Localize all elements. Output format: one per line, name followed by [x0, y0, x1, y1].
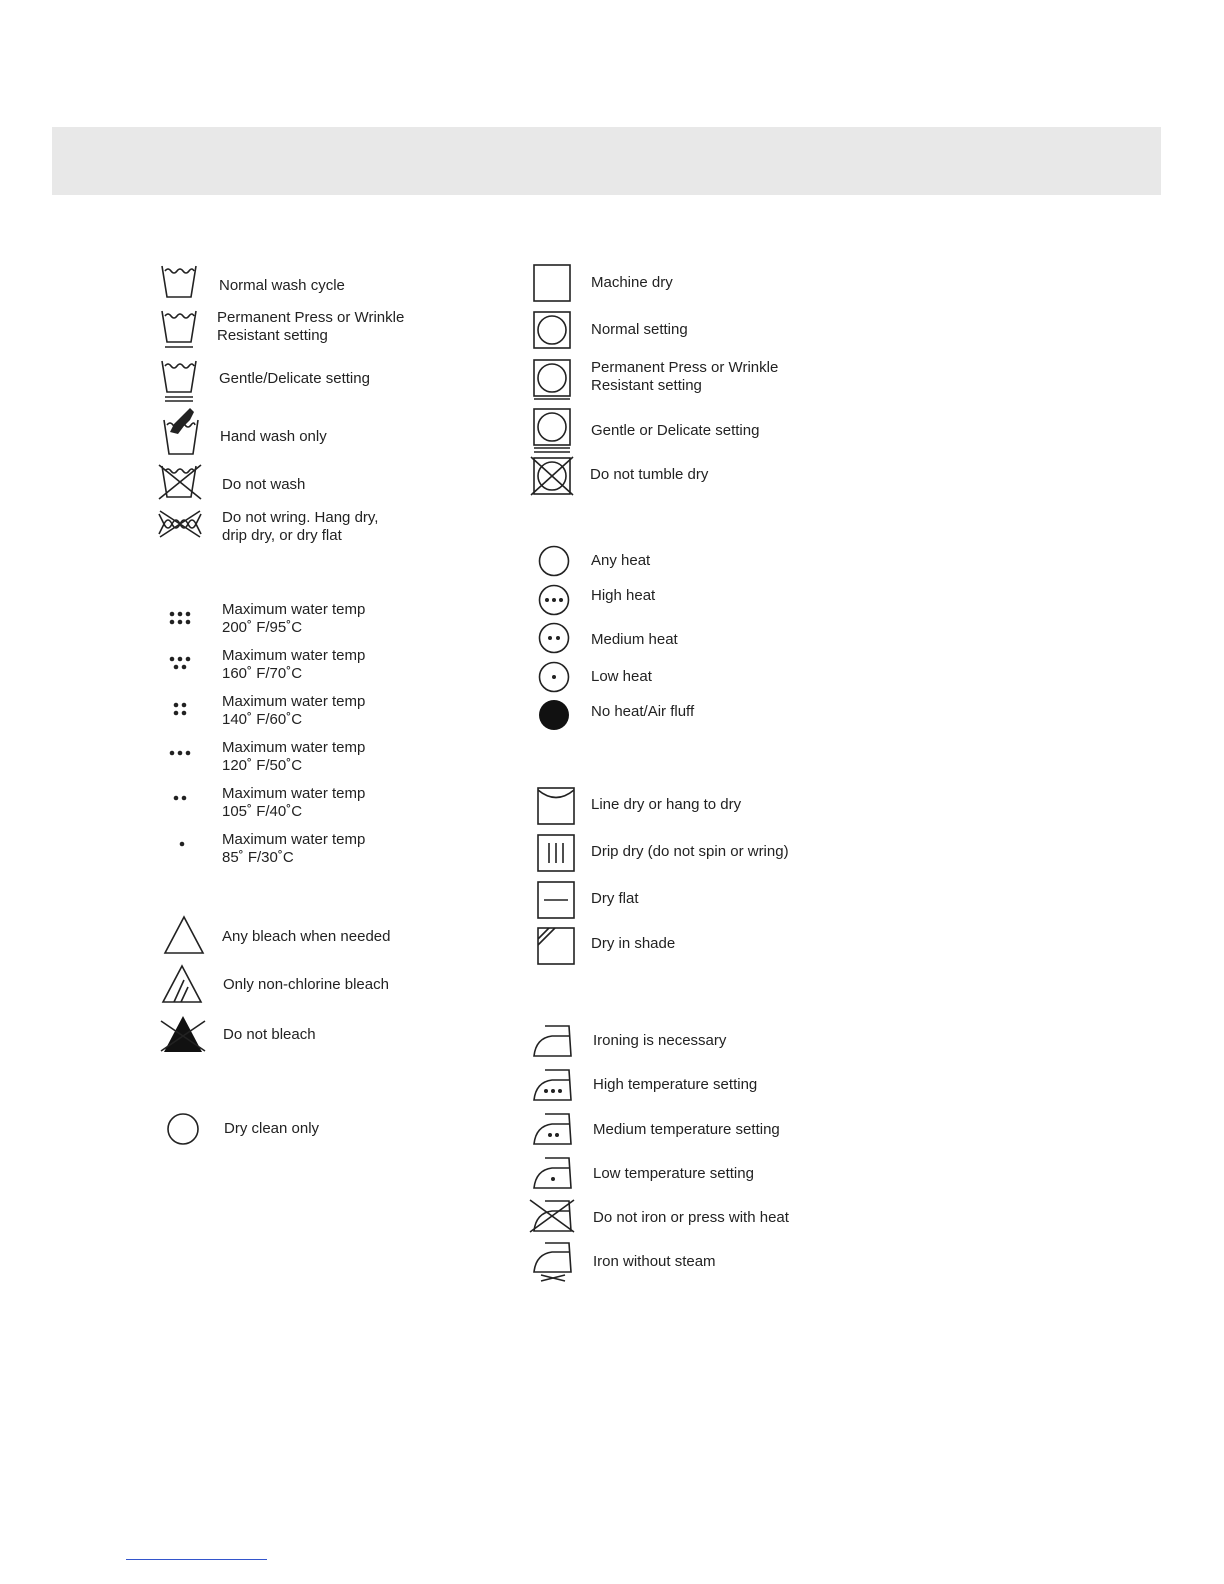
circle-one-dot-icon	[538, 661, 570, 693]
filled-circle-icon	[538, 699, 570, 731]
water-temp-label: 120˚ F/50˚C	[222, 757, 303, 774]
do-not-wring-icon	[156, 508, 204, 540]
iron-icon	[531, 1023, 573, 1059]
water-temp-label: Maximum water temp	[222, 601, 366, 618]
tumble-label: Machine dry	[591, 274, 673, 291]
wash-label: Gentle/Delicate setting	[219, 370, 370, 387]
do-not-wash-icon	[158, 463, 202, 501]
tumble-label: Do not tumble dry	[590, 466, 709, 483]
line-dry-icon	[537, 787, 575, 825]
tumble-label: Normal setting	[591, 321, 688, 338]
circle-icon	[166, 1112, 200, 1146]
circle-three-dots-icon	[538, 584, 570, 616]
water-temp-label: Maximum water temp	[222, 693, 366, 710]
washtub-two-bars-icon	[160, 358, 200, 404]
dry-shade-icon	[537, 927, 575, 965]
crossed-triangle-icon	[159, 1013, 207, 1055]
natural-dry-label: Line dry or hang to dry	[591, 796, 742, 813]
bleach-label: Do not bleach	[223, 1026, 316, 1043]
wash-label: Do not wring. Hang dry,	[222, 509, 379, 526]
water-temp-label: Maximum water temp	[222, 647, 366, 664]
six-dots-icon	[168, 611, 192, 625]
tumble-two-bars-icon	[533, 408, 571, 454]
hand-wash-icon	[160, 406, 204, 458]
tumble-label: Resistant setting	[591, 377, 702, 394]
tumble-label: Permanent Press or Wrinkle	[591, 359, 779, 376]
two-dots-icon	[172, 794, 188, 802]
heat-label: Low heat	[591, 668, 652, 685]
wash-label: Hand wash only	[220, 428, 327, 445]
natural-dry-label: Drip dry (do not spin or wring)	[591, 843, 789, 860]
striped-triangle-icon	[161, 964, 203, 1004]
heat-label: Medium heat	[591, 631, 678, 648]
drip-dry-icon	[537, 834, 575, 872]
iron-no-steam-icon	[531, 1241, 575, 1283]
no-iron-icon	[528, 1198, 576, 1234]
ironing-label: Iron without steam	[593, 1253, 716, 1270]
heat-label: Any heat	[591, 552, 651, 569]
triangle-icon	[163, 915, 205, 955]
tumble-label: Gentle or Delicate setting	[591, 422, 760, 439]
water-temp-label: Maximum water temp	[222, 739, 366, 756]
ironing-label: Low temperature setting	[593, 1165, 754, 1182]
washtub-one-bar-icon	[160, 308, 200, 350]
heat-label: No heat/Air fluff	[591, 703, 695, 720]
ironing-label: High temperature setting	[593, 1076, 758, 1093]
dry-clean-label: Dry clean only	[224, 1120, 320, 1137]
wash-label: Normal wash cycle	[219, 277, 345, 294]
bleach-label: Only non-chlorine bleach	[223, 976, 389, 993]
footer-rule	[126, 1559, 267, 1560]
ironing-label: Ironing is necessary	[593, 1032, 727, 1049]
three-dots-icon	[168, 749, 192, 757]
wash-label: drip dry, or dry flat	[222, 527, 342, 544]
water-temp-label: 105˚ F/40˚C	[222, 803, 303, 820]
circle-two-dots-icon	[538, 622, 570, 654]
wash-label: Permanent Press or Wrinkle	[217, 309, 405, 326]
dry-flat-icon	[537, 881, 575, 919]
tumble-circle-icon	[533, 311, 571, 349]
ironing-label: Do not iron or press with heat	[593, 1209, 789, 1226]
wash-label: Do not wash	[222, 476, 306, 493]
wash-label: Resistant setting	[217, 327, 328, 344]
ironing-label: Medium temperature setting	[593, 1121, 780, 1138]
water-temp-label: 200˚ F/95˚C	[222, 619, 303, 636]
header-band	[52, 127, 1161, 195]
empty-circle-icon	[538, 545, 570, 577]
one-dot-icon	[178, 840, 186, 848]
five-dots-icon	[168, 656, 192, 670]
iron-two-dots-icon	[531, 1111, 573, 1147]
bleach-label: Any bleach when needed	[222, 928, 391, 945]
tumble-one-bar-icon	[533, 359, 571, 401]
water-temp-label: Maximum water temp	[222, 785, 366, 802]
water-temp-label: 160˚ F/70˚C	[222, 665, 303, 682]
water-temp-label: 140˚ F/60˚C	[222, 711, 303, 728]
natural-dry-label: Dry in shade	[591, 935, 676, 952]
iron-three-dots-icon	[531, 1067, 573, 1103]
do-not-tumble-icon	[530, 456, 574, 496]
heat-label: High heat	[591, 587, 656, 604]
iron-one-dot-icon	[531, 1155, 573, 1191]
water-temp-label: 85˚ F/30˚C	[222, 849, 294, 866]
square-icon	[533, 264, 571, 302]
water-temp-label: Maximum water temp	[222, 831, 366, 848]
natural-dry-label: Dry flat	[591, 890, 639, 907]
four-dots-icon	[172, 702, 188, 716]
washtub-icon	[160, 263, 200, 301]
